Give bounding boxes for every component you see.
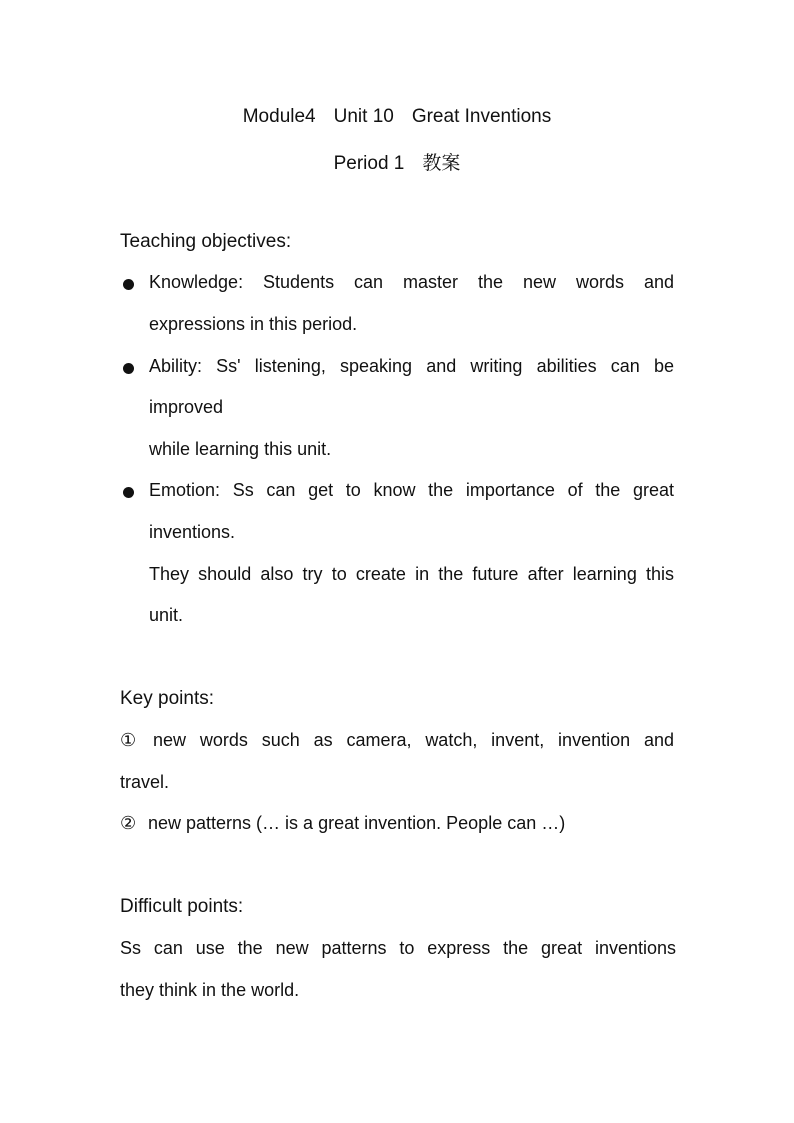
document-title: [0, 106, 794, 128]
objective-line: expressions in this period.: [149, 314, 358, 334]
document-subtitle: [0, 148, 794, 175]
objective-line: unit.: [149, 605, 184, 625]
key-point-line: travel.: [120, 772, 170, 792]
objective-line: Emotion: Ss can get to know the importance of the great: [149, 480, 674, 500]
bullet-dot-icon: [123, 363, 134, 374]
objective-item-knowledge: [120, 272, 674, 342]
objectives-heading: Teaching objectives:: [120, 231, 292, 252]
key-points-heading: Key points:: [120, 688, 214, 709]
bullet-dot-icon: [123, 279, 134, 290]
objective-line: Knowledge: Students can master the new words and: [149, 272, 674, 292]
difficult-point-line: they think in the world.: [120, 980, 300, 1000]
key-point-item: [120, 813, 674, 843]
difficult-points-heading: Difficult points:: [120, 896, 244, 917]
objective-line: They should also try to create in the future after learning this: [149, 564, 674, 584]
key-point-marker: ②: [120, 813, 137, 833]
difficult-points-body: [120, 938, 676, 1008]
title-unit: Unit 10: [333, 106, 394, 127]
objective-line: inventions.: [149, 522, 236, 542]
key-point-item: [120, 730, 674, 800]
objective-item-emotion: [120, 480, 674, 630]
objective-line: while learning this unit.: [149, 439, 332, 459]
title-topic: Great Inventions: [411, 106, 552, 127]
subtitle-period: Period 1: [333, 153, 405, 174]
objective-line: improved: [149, 397, 224, 417]
difficult-point-line: Ss can use the new patterns to express the great inventions: [120, 938, 676, 958]
objective-item-ability: [120, 356, 674, 466]
key-point-line: new words such as camera, watch, invent, invention and: [153, 730, 674, 750]
key-point-marker: ①: [120, 730, 137, 750]
bullet-dot-icon: [123, 487, 134, 498]
title-module: Module4: [242, 106, 316, 127]
key-point-line: new patterns (… is a great invention. People can …): [148, 813, 566, 833]
objective-line: Ability: Ss' listening, speaking and writing abilities can be: [149, 356, 674, 376]
subtitle-doc-type: 教案: [422, 153, 461, 174]
